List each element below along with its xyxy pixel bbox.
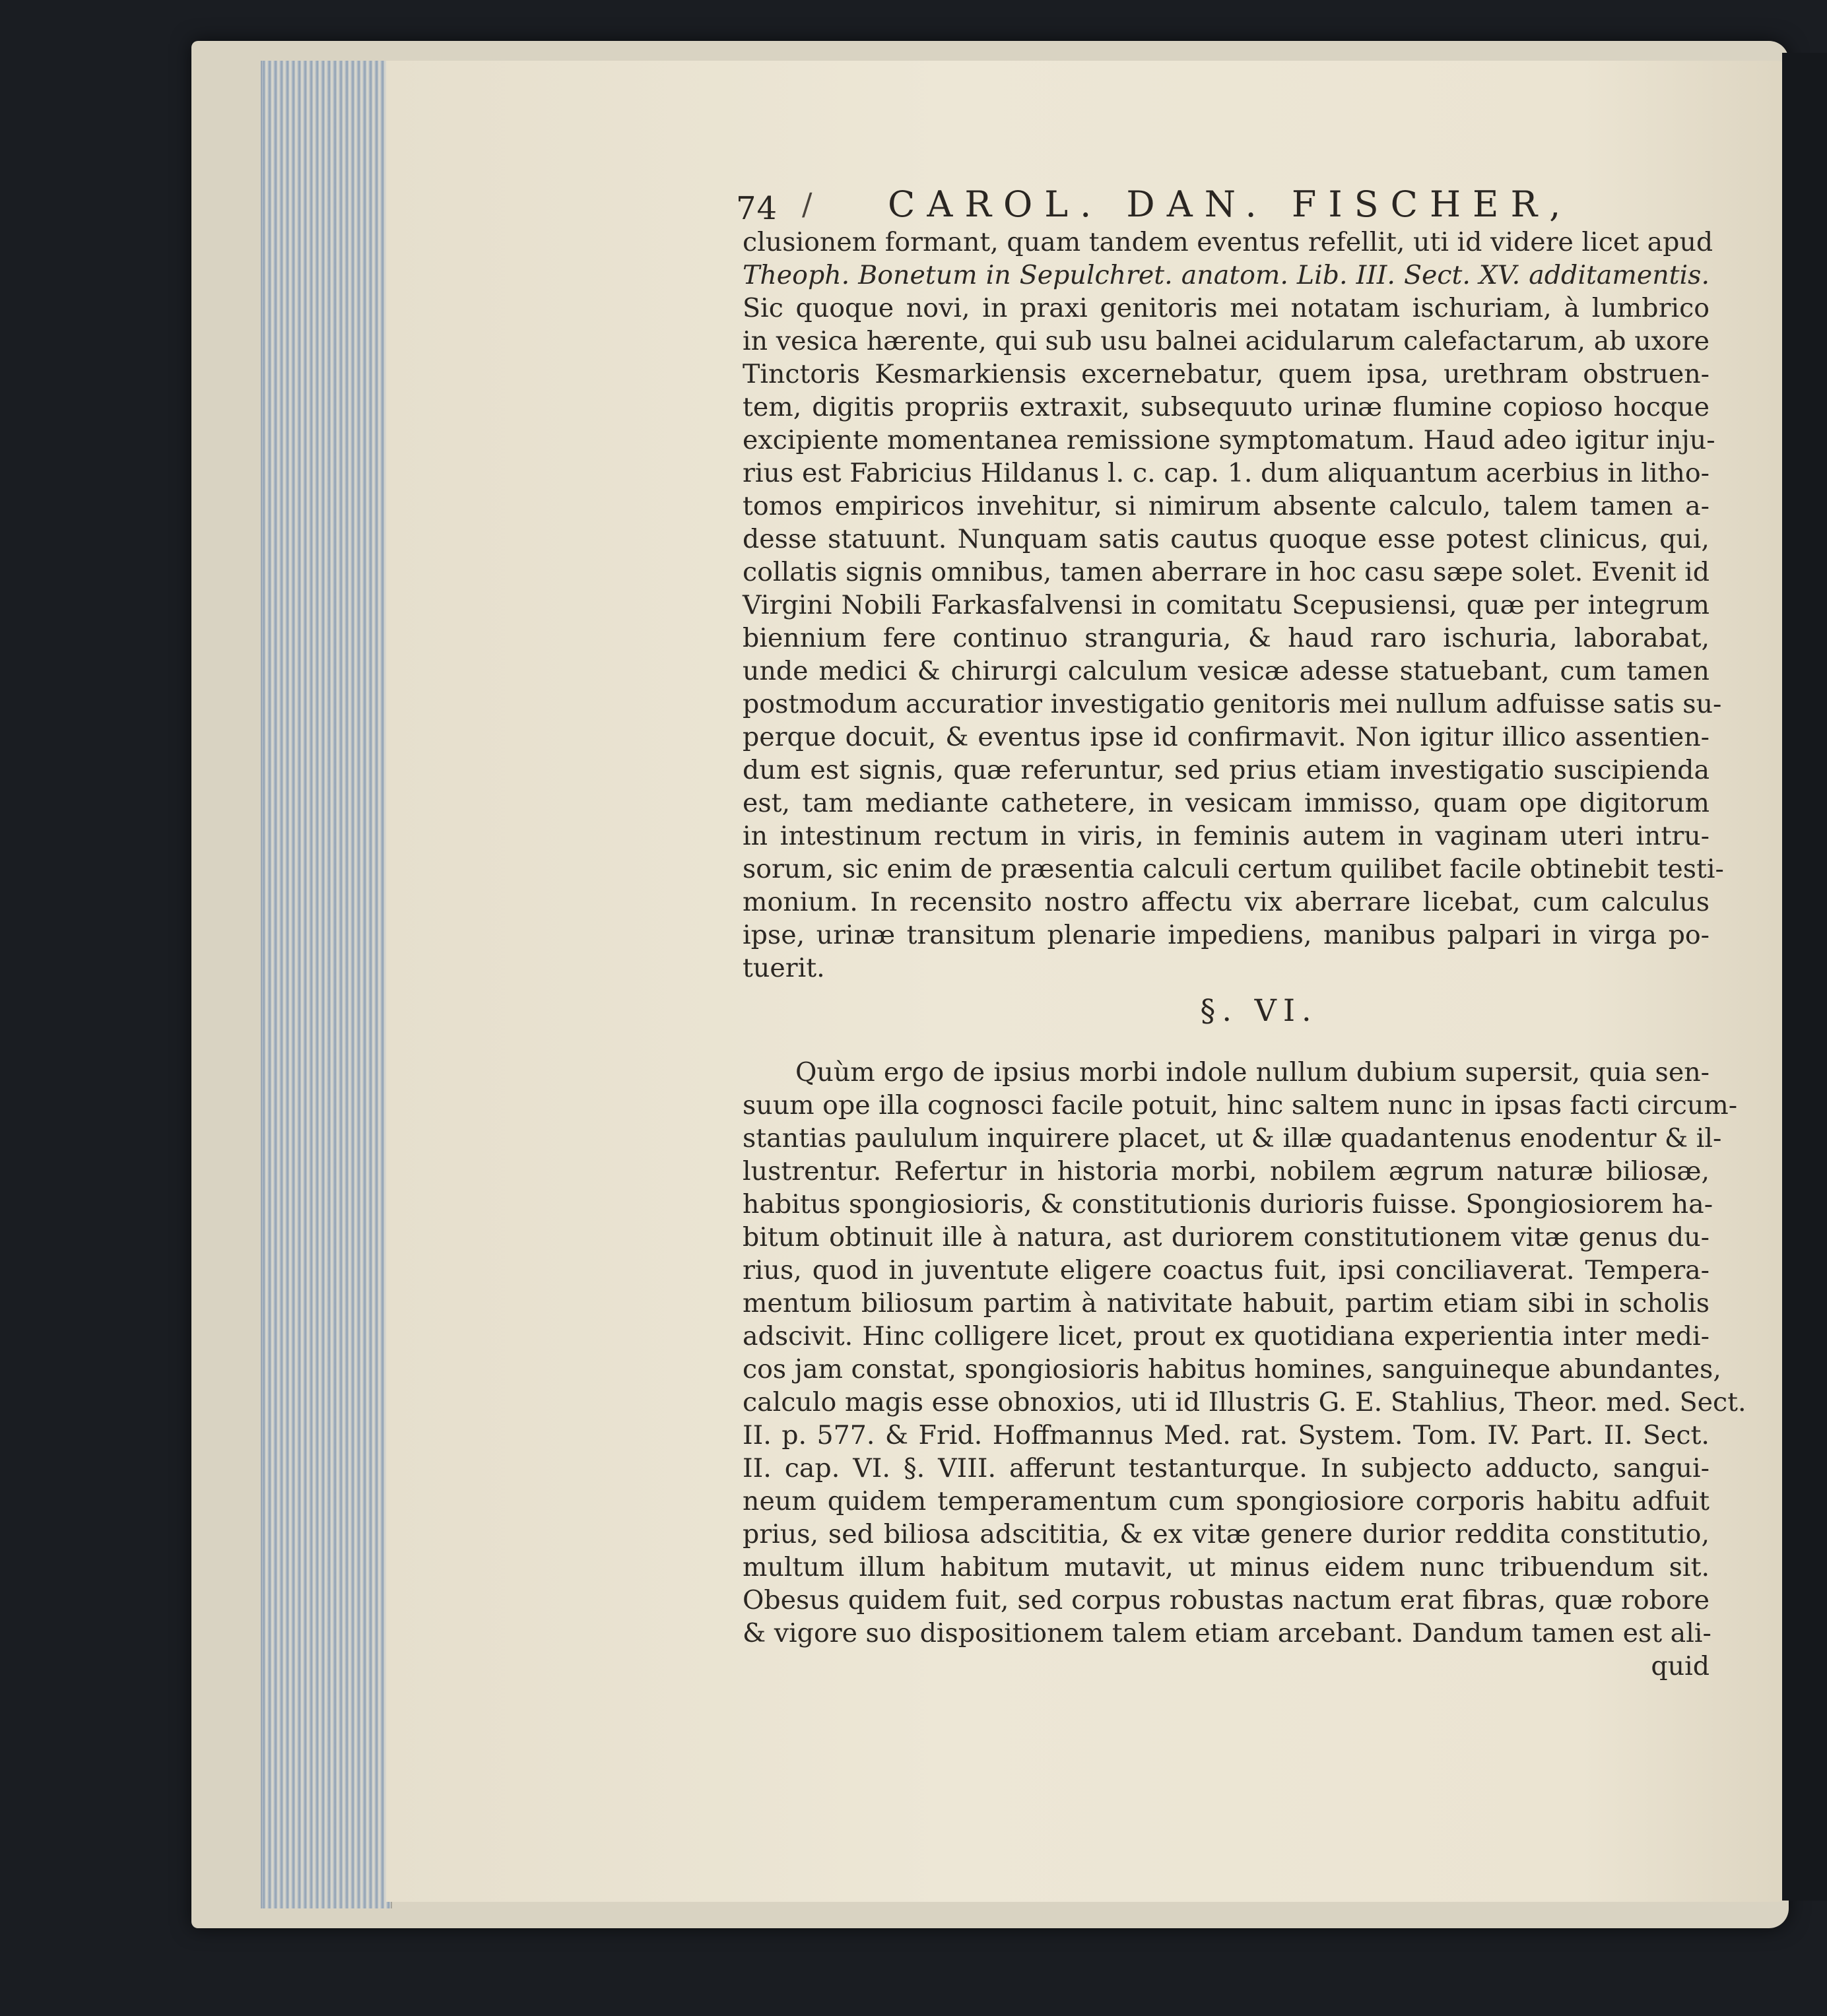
text-line: neum quidem temperamentum cum spongiosiore corporis habitu adfuit [743,1486,1710,1516]
text-line: in vesica hærente, qui sub usu balnei acidularum calefactarum, ab uxore [743,326,1710,356]
text-line: stantias paululum inquirere placet, ut & illæ quadantenus enodentur & il- [743,1123,1722,1154]
text-line: Theoph. Bonetum in Sepulchret. anatom. Lib. III. Sect. XV. additamentis. [743,260,1710,290]
text-line: rius est Fabricius Hildanus l. c. cap. 1. dum aliquantum acerbius in litho- [743,458,1710,488]
text-line: perque docuit, & eventus ipse id confirmavit. Non igitur illico assentien- [743,722,1710,752]
text-line: clusionem formant, quam tandem eventus refellit, uti id videre licet apud [743,227,1713,257]
catchword: quid [1651,1651,1710,1681]
text-line: & vigore suo dispositionem talem etiam arcebant. Dandum tamen est ali- [743,1618,1711,1648]
text-line: Virgini Nobili Farkasfalvensi in comitatu Scepusiensi, quæ per integrum [743,590,1710,620]
text-line: est, tam mediante cathetere, in vesicam immisso, quam ope digitorum [743,788,1710,818]
text-line: desse statuunt. Nunquam satis cautus quoque esse potest clinicus, qui, [743,524,1710,554]
text-line: lustrentur. Refertur in historia morbi, nobilem ægrum naturæ biliosæ, [743,1156,1710,1187]
text-line: Tinctoris Kesmarkiensis excernebatur, quem ipsa, urethram obstruen- [743,359,1710,389]
text-line: ipse, urinæ transitum plenarie impediens, manibus palpari in virga po- [743,920,1710,950]
paragraph-1 [743,226,1724,985]
text-line: tem, digitis propriis extraxit, subsequuto urinæ flumine copioso hocque [743,392,1710,422]
text-line: habitus spongiosioris, & constitutionis durioris fuisse. Spongiosiorem ha- [743,1189,1713,1219]
text-line: monium. In recensito nostro affectu vix aberrare licebat, cum calculus [743,887,1710,917]
text-line: mentum biliosum partim à nativitate habuit, partim etiam sibi in scholis [743,1288,1710,1318]
text-line: adscivit. Hinc colligere licet, prout ex quotidiana experientia inter medi- [743,1321,1710,1351]
text-line: bitum obtinuit ille à natura, ast duriorem constitutionem vitæ genus du- [743,1222,1710,1252]
text-line: biennium fere continuo stranguria, & haud raro ischuria, laborabat, [743,623,1710,653]
text-line: Sic quoque novi, in praxi genitoris mei notatam ischuriam, à lumbrico [743,293,1710,323]
text-line: multum illum habitum mutavit, ut minus eidem nunc tribuendum sit. [743,1552,1710,1582]
page-body [743,226,1746,1683]
text-line: excipiente momentanea remissione symptomatum. Haud adeo igitur inju- [743,425,1715,455]
text-line: Obesus quidem fuit, sed corpus robustas nactum erat fibras, quæ robore [743,1585,1710,1615]
text-line: sorum, sic enim de præsentia calculi certum quilibet facile obtinebit testi- [743,854,1724,884]
text-line: collatis signis omnibus, tamen aberrare in hoc casu sæpe solet. Evenit id [743,557,1710,587]
text-line: II. cap. VI. §. VIII. afferunt testanturque. In subjecto adducto, sangui- [743,1453,1710,1483]
background-edge [1782,53,1827,1901]
text-line: in intestinum rectum in viris, in feminis autem in vaginam uteri intru- [743,821,1710,851]
page-header [736,177,1827,230]
text-line: tomos empiricos invehitur, si nimirum absente calculo, talem tamen a- [743,491,1710,521]
text-line: cos jam constat, spongiosioris habitus homines, sanguineque abundantes, [743,1354,1721,1384]
text-line: rius, quod in juventute eligere coactus fuit, ipsi conciliaverat. Tempera- [743,1255,1710,1285]
text-line: suum ope illa cognosci facile potuit, hinc saltem nunc in ipsas facti circum- [743,1090,1738,1121]
paragraph-2 [743,1056,1746,1683]
running-head: CAROL. DAN. FISCHER, [888,183,1573,225]
text-line: Quùm ergo de ipsius morbi indole nullum dubium supersit, quia sen- [795,1057,1710,1088]
text-line: postmodum accuratior investigatio genitoris mei nullum adfuisse satis su- [743,689,1722,719]
page-edges [261,61,392,1908]
header-separator: / [802,186,813,222]
section-heading: §. VI. [1200,992,1318,1028]
text-line: dum est signis, quæ referuntur, sed prius etiam investigatio suscipienda [743,755,1710,785]
text-line: calculo magis esse obnoxios, uti id Illustris G. E. Stahlius, Theor. med. Sect. [743,1387,1746,1417]
text-line: unde medici & chirurgi calculum vesicæ adesse statuebant, cum tamen [743,656,1710,686]
text-line: II. p. 577. & Frid. Hoffmannus Med. rat. System. Tom. IV. Part. II. Sect. [743,1420,1710,1450]
text-line: prius, sed biliosa adscititia, & ex vitæ genere durior reddita constitutio, [743,1519,1710,1549]
page-number: 74 [736,190,778,227]
text-line: tuerit. [743,953,825,983]
